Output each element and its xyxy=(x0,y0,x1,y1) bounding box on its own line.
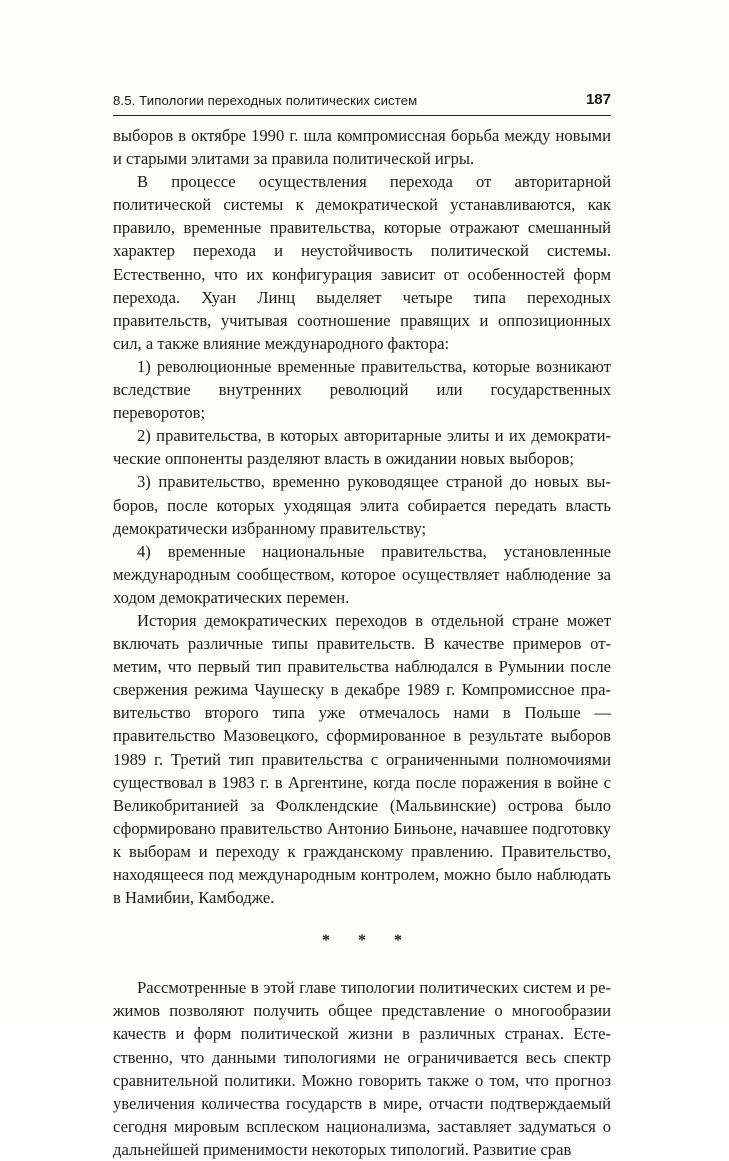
section-separator: * * * xyxy=(322,932,414,950)
paragraph-continuation: выборов в октябре 1990 г. шла компромиссная борьба между новыми и старыми элитами за правила политической игры. xyxy=(113,126,611,169)
paragraph: История демократических переходов в отдельной стране может включать различные типы правительств. В качестве примеров отметим, что первый тип правительства наблюдался в Румынии после свержения режима Чаушеску в декабре 1989 г. Компромиссное правительство второго типа уже отмечалось нами в Польше — правительство Мазовецкого, сформированное в результате выборов 1989 г. Третий тип правительства с ограниченными полномочиями существовал в 1983 г. в Аргентине, когда после поражения в войне с Великобританией за Фолклендские (Мальвинские) острова было сформировано правительство Антонио Биньоне, начавшее подготовку к выборам и переходу к гражданскому правлению. Правительство, находящееся под международным контролем, можно было наблюдать в Намибии, Камбодже. xyxy=(113,610,611,908)
running-header xyxy=(113,91,611,116)
list-item: 2) правительства, в которых авторитарные элиты и их демократические оппоненты разделяют власть в ожидании новых выборов; xyxy=(113,426,611,469)
list-item: 3) правительство, временно руководящее страной до новых выборов, после которых уходящая элита собирается передать власть демократически избранному правительству; xyxy=(113,472,611,538)
list-item: 1) революционные временные правительства, которые возникают вследствие внутренних революций или государственных переворотов; xyxy=(113,356,611,423)
list-item: 4) временные национальные правительства, установленные международным сообществом, которое осуществляет наблюдение за ходом демократических перемен. xyxy=(113,541,611,607)
page-number: 187 xyxy=(585,91,611,108)
section-title: 8.5. Типологии переходных политических систем xyxy=(113,93,418,108)
paragraph: В процессе осуществления перехода от авторитарной политической системы к демократической устанавливаются, как правило, временные правительства, которые отражают смешанный характер перехода и неустойчивость политической системы. Естественно, что их конфигурация зависит от особенностей форм перехода. Хуан Линц выделяет четыре типа переходных правительств, учитывая соотношение правящих и оппозиционных сил, а также влияние международного фактора: xyxy=(113,172,611,353)
closing-paragraph: Рассмотренные в этой главе типологии политических систем и режимов позволяют получить общее представление о многообразии качеств и форм политической жизни в различных странах. Естественно, что данными типологиями не ограничивается весь спектр сравнительной политики. Можно говорить также о том, что прогноз увеличения количества государств в мире, отчасти подтверждаемый сегодня мировым всплеском национализма, заставляет задуматься о дальнейшей применимости некоторых типологий. Развитие срав xyxy=(113,978,611,1159)
body-text xyxy=(113,124,611,1161)
